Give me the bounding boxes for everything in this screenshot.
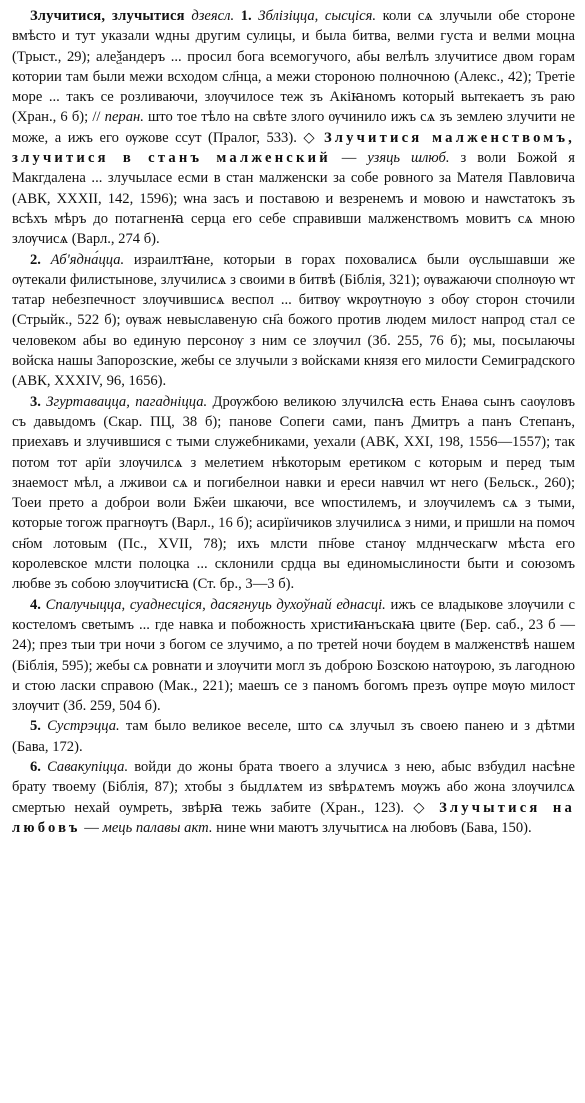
entry-num: 2. [30,251,41,268]
entry-text: — [80,819,103,836]
entry-num: 5. [30,718,41,735]
entry-text: коли сѧ злучыли обе стороне вмѣсто и тут указали ѡдны другим сулицы, и была битва, велми густа и велми моцна (Трыст., 29); алеѯандеръ ... просил бога всемогучого, абы велѣлъ злучитисе двом горам котории там были межи всходом сл҃нца, а межи стороною полночною (Алекс., 42); Третіе море ... такъ се розливаючи, злѹчилосе теж зъ Акіꙗномъ который вытекаетъ зъ раю (Хран., 6 б); // [12,8,575,126]
entry-text [234,8,241,24]
entry-it: узяць шлюб. [367,150,450,167]
entry-text: Дрѹжбою великою злучилсꙗ есть Енаѳа сынъ саѹловъ съ давыдомъ (Скар. ПЦ, 38 б); панове Сопеги сами, панъ Дмитръ а панъ Степанъ, приехавъ и злучившися с тыми служебниками, уехали (АВК, XXI, 198, 1556—1557); так потом тот арїи злѹчилсѧ з мелетием нѣкоторым еретиком с которым и перед тым знаемост мѣл, а лживои сѧ и погибелнои навки и ереси навчил ѡт него (Бельск., 260); Тоеи прето а доброи воли Бж҃еи шкаючи, все ѡпостилемъ, и злѹчилемъ сѧ з тыми, которые тогож прагнѹтъ (Варл., 16 б); асирїичиков злучилисѧ з ними, и пришли на помоч сн҃ом лотовым (Пс., XVII, 78); ихъ млсти пн҃ове станѹ млднческагѡ мѣста его королевское млсти полоцка ... склонили срдца вы единомыслиности быти и союзомъ любве зъ собою злѹчитисꙗ (Ст. бр., 3—3 б). [12,393,575,593]
entry-text: израилтꙗне, которыи в горах поховалисѧ были ѹслышавши же ѹтекали филистынове, злучилисѧ з своими в битвѣ (Біблія, 321); ѹважаючи сполнѹю ѡт татар небезпечност злѹчившисѧ веспол ... битвѹ ѡкрѹтнѹю з обѹ сторон сточили (Стрыйк., 522 б); ѹваж невыславеную сн҃а божого против людем милост напрод стал се человеком абы во единую персонѹ з ним се злѹчил (Зб. 255, 76 б); мы, посылаючы войска нашы Запорозские, жебы се злучыли з войсками князя его милости Семиградского (АВК, XXXIV, 96, 1656). [12,251,575,390]
entry-text: нине ѡни маютъ злучытисѧ на любовъ (Бава, 150). [212,819,532,836]
entry-num: 1. [240,8,252,24]
entry-it: Аб'ядна́цца. [50,251,125,268]
entry-it: Згуртавацца, пагадніцца. [46,393,208,410]
entry-it: Спалучыцца, суаднесціся, дасягнуць духоўнай еднасці. [45,596,386,613]
entry-num: 6. [30,758,41,775]
entry-num: 4. [30,596,41,613]
entry-text: ижъ се владыкове злѹчили с костеломъ светымъ ... где навка и побожность христиꙗнъскаꙗ цвите (Бер. саб., 23 б — 24); през тыи три ночи з богом се злучимо, а по третей ночи бѹдем в малженствѣ нашем (Біблія, 595); жебы сѧ ровнати и злѹчити могл зъ доброю Бозскою натѹрою, зъ лагодною и стою ласки справою (Мак., 221); маешъ се з паномъ богомъ презъ ѹпре мѹю милост злѹчит (Зб. 259, 504 б). [12,596,575,715]
entry-it: Зблізіцца, сысціся. [258,8,377,24]
entry-text: з воли Божой я Макгдалена ... злучыласе есми в стан малженски за собе ровного за Мателя Павловича (АВК, XXXII, 142, 1596); ѡна засъ и поставою и везренемъ и мовою и наѡстатокъ зъ всѣхъ мѣръ до потагненꙗ серца его себе справивши малженствомъ мовитъ сѧ мною злѹчисѧ (Варл., 274 б). [12,150,575,248]
entry-it: мець палавы акт. [102,819,213,836]
entry-text: што тое тѣло на свѣте злого ѹчинило ижъ сѧ зъ землею злучити не може, а ижъ его ѹжове ссут (Пралог, 533). ◇ [12,109,576,146]
entry-it: перан. [104,109,144,126]
entry-sense-2 [12,250,575,392]
entry-num: 3. [30,393,41,410]
entry-spb: Злучитися малженствомъ, злучитися в станъ малженский [12,129,575,167]
entry-text: там было великое веселе, што сѧ злучыл зъ своею панею и з дѣтми (Бава, 172). [12,718,575,755]
entry-hw: Злучитися, злучытися [30,8,185,24]
entry-sense-1 [12,6,575,250]
entry-text: — [330,150,368,167]
entry-it: Сустрэцца. [47,718,120,735]
entry-it: дзеясл. [191,8,235,24]
entry-text [41,252,51,268]
entry-sense-4 [12,595,575,717]
entry-sense-6 [12,757,575,838]
entry-text: войди до жоны брата твоего а злучисѧ з нею, абыс взбудил насѣне брату твоему (Біблія, 87); хтобы з быдлѧтем из ѕвѣрѧтемъ мѹжъ або жона злѹчилсѧ смертью нехай оумреть, звѣрꙗ тежь забите (Хран., 123). ◇ [12,758,575,816]
entry-it: Савакупіцца. [47,758,129,775]
entry-sense-3 [12,392,575,595]
entry-spb: Злучытися на любовъ [12,799,575,836]
entry-sense-5 [12,716,575,757]
